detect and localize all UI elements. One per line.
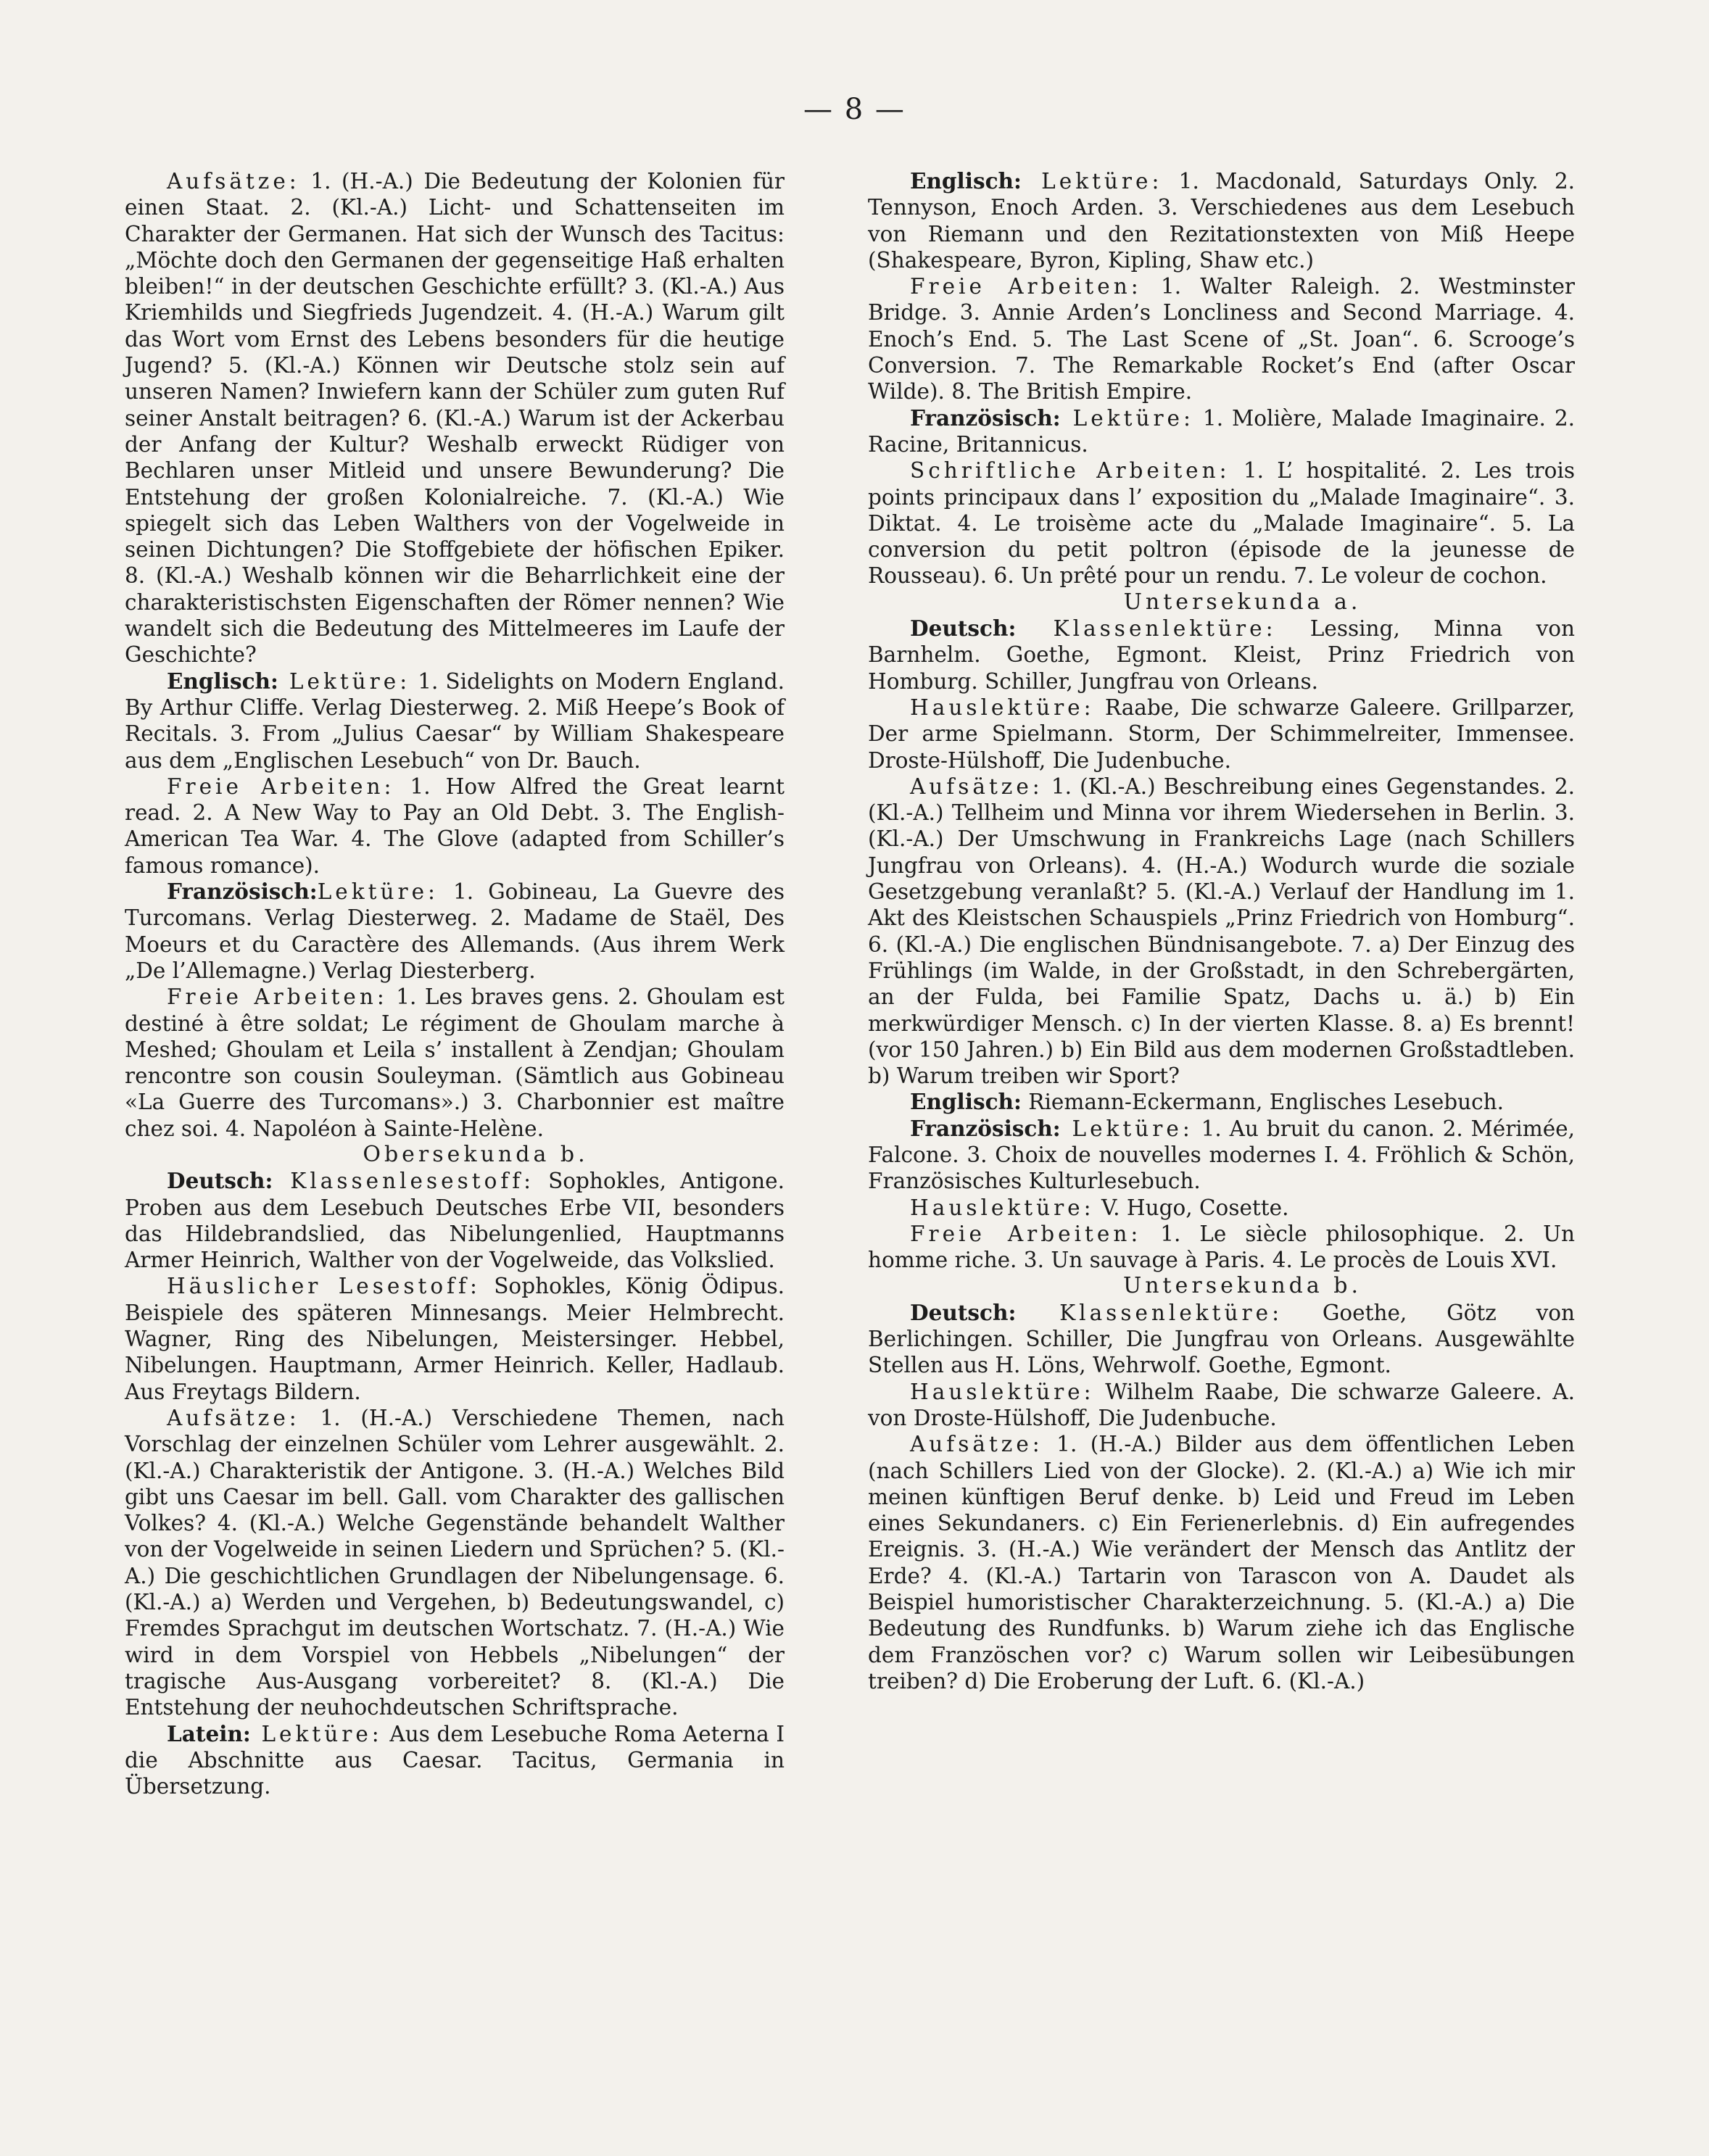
category-label: Schriftliche Arbeiten: — [910, 458, 1230, 484]
right-column — [868, 168, 1575, 1694]
category-label: Klassenlesestoff: — [273, 1169, 535, 1194]
section-heading: Untersekunda a. — [1123, 589, 1362, 615]
paragraph — [125, 774, 785, 879]
page-number: — 8 — — [803, 93, 906, 126]
paragraph — [868, 774, 1575, 1090]
category-label: Lektüre: — [1060, 405, 1194, 431]
category-label: Freie Arbeiten: — [167, 774, 395, 799]
paragraph-text: 1. Gobineau, La Guevre des Turcomans. Verlag Diesterweg. 2. Madame de Staël, Des Moeurs et du Caractère des Allemands. (Aus ihrem Werk „De l’Allemagne.) Verlag Diesterberg. — [125, 879, 785, 983]
category-label: Aufsätze: — [910, 774, 1043, 799]
subject-label: Französisch: — [910, 405, 1061, 431]
paragraph — [868, 1300, 1575, 1379]
paragraph-text: Goethe, Götz von Berlichingen. Schiller, Die Jungfrau von Orleans. Ausgewählte Stellen aus H. Löns, Wehrwolf. Goethe, Egmont. — [868, 1300, 1575, 1378]
paragraph-text: Riemann-Eckermann, Englisches Lesebuch. — [1021, 1090, 1505, 1115]
paragraph-text: 1. Macdonald, Saturdays Only. 2. Tennyson, Enoch Arden. 3. Verschiedenes aus dem Lesebuch von Riemann und den Rezitationstexten von Miß Heepe (Shakespeare, Byron, Kipling, Shaw etc.) — [868, 169, 1575, 273]
paragraph — [125, 668, 785, 774]
paragraph-text: 1. Au bruit du canon. 2. Mérimée, Falcone. 3. Choix de nouvelles modernes I. 4. Fröhlich & Schön, Französisches Kulturlesebuch. — [868, 1116, 1576, 1194]
paragraph-text: Aus dem Lesebuche Roma Aeterna I die Abschnitte aus Caesar. Tacitus, Germania in Übersetzung. — [125, 1721, 785, 1799]
paragraph — [868, 1431, 1575, 1694]
paragraph — [125, 984, 785, 1142]
category-label: Aufsätze: — [910, 1432, 1043, 1457]
paragraph — [125, 168, 785, 668]
category-label: Lektüre: — [1060, 1116, 1193, 1141]
paragraph-text: 1. Les braves gens. 2. Ghoulam est destiné à être soldat; Le régiment de Ghoulam marche à Meshed; Ghoulam et Leila s’ installent à Zendjan; Ghoulam rencontre son cousin Souleyman. (Sämtlich aus Gobineau «La Guerre des Turcomans».) 3. Charbonnier est maître chez soi. 4. Napoléon à Sainte-Helène. — [125, 984, 785, 1141]
category-label: Lektüre: — [250, 1721, 383, 1746]
category-label: Lektüre: — [317, 879, 439, 905]
paragraph — [125, 1405, 785, 1721]
paragraph-text: 1. Walter Raleigh. 2. Westminster Bridge. 3. Annie Arden’s Loncliness and Second Marriage. 4. Enoch’s End. 5. The Last Scene of „St. Joan“. 6. Scrooge’s Conversion. 7. The Remarkable Rocket’s End (after Oscar Wilde). 8. The British Empire. — [868, 274, 1576, 405]
paragraph — [125, 1168, 785, 1273]
paragraph — [868, 1116, 1575, 1195]
paragraph — [868, 1221, 1575, 1274]
left-column — [125, 168, 785, 1799]
paragraph — [868, 273, 1575, 405]
category-label: Häuslicher Lesestoff: — [167, 1274, 481, 1299]
paragraph-text: 1. How Alfred the Great learnt read. 2. A New Way to Pay an Old Debt. 3. The English-American Tea War. 4. The Glove (adapted from Schiller’s famous romance). — [125, 774, 785, 878]
subject-label: Deutsch: — [910, 1299, 1017, 1325]
paragraph-text: 1. Sidelights on Modern England. By Arthur Cliffe. Verlag Diesterweg. 2. Miß Heepe’s Book of Recitals. 3. From „Julius Caesar“ by William Shakespeare aus dem „Englischen Lesebuch“ von Dr. Bauch. — [125, 668, 785, 773]
category-label: Hauslektüre: — [910, 1379, 1095, 1404]
paragraph — [868, 1089, 1575, 1115]
category-label: Aufsätze: — [167, 169, 300, 194]
subject-label: Englisch: — [167, 668, 278, 694]
paragraph — [868, 695, 1575, 774]
category-label: Aufsätze: — [167, 1405, 300, 1430]
section-heading: Untersekunda b. — [1122, 1273, 1362, 1299]
paragraph-text: Lessing, Minna von Barnhelm. Goethe, Egmont. Kleist, Prinz Friedrich von Homburg. Schiller, Jungfrau von Orleans. — [868, 616, 1575, 694]
subject-label: Französisch: — [167, 879, 318, 905]
subject-label: Französisch: — [910, 1115, 1061, 1141]
paragraph-text: V. Hugo, Cosette. — [1094, 1195, 1289, 1220]
paragraph-text: Sophokles, Antigone. Proben aus dem Lesebuch Deutsches Erbe VII, besonders das Hildebrandslied, das Nibelungenlied, Hauptmanns Armer Heinrich, Walther von der Vogelweide, das Volkslied. — [125, 1169, 785, 1273]
subject-label: Latein: — [167, 1720, 251, 1746]
paragraph — [868, 168, 1575, 273]
category-label: Lektüre: — [278, 668, 411, 694]
paragraph — [125, 879, 785, 984]
paragraph — [868, 457, 1575, 589]
paragraph-text: Raabe, Die schwarze Galeere. Grillparzer, Der arme Spielmann. Storm, Der Schimmelreiter, Immensee. Droste-Hülshoff, Die Judenbuche. — [868, 695, 1575, 773]
category-label: Hauslektüre: — [910, 695, 1095, 720]
paragraph — [868, 1195, 1575, 1221]
section-heading: Obersekunda b. — [363, 1141, 589, 1167]
category-label: Freie Arbeiten: — [910, 274, 1142, 299]
paragraph — [125, 1273, 785, 1404]
category-label: Freie Arbeiten: — [167, 984, 388, 1010]
subject-label: Englisch: — [910, 1089, 1022, 1115]
category-label: Lektüre: — [1021, 169, 1163, 194]
paragraph-text: 1. L’ hospitalité. 2. Les trois points principaux dans l’ exposition du „Malade Imaginaire“. 3. Diktat. 4. Le troisème acte du „Malade Imaginaire“. 5. La conversion du petit poltron (épisode de la jeunesse de Rousseau). 6. Un prêté pour un rendu. 7. Le voleur de cochon. — [868, 458, 1575, 589]
paragraph — [868, 615, 1575, 695]
subject-label: Englisch: — [910, 168, 1022, 194]
paragraph-text: 1. Molière, Malade Imaginaire. 2. Racine, Britannicus. — [868, 405, 1576, 457]
paragraph-text: 1. (Kl.-A.) Beschreibung eines Gegenstandes. 2. (Kl.-A.) Tellheim und Minna vor ihrem Wiedersehen in Berlin. 3. (Kl.-A.) Der Umschwung in Frankreichs Lage (nach Schillers Jungfrau von Orleans). 4. (H.-A.) Wodurch wurde die soziale Gesetzgebung veranlaßt? 5. (Kl.-A.) Verlauf der Handlung im 1. Akt des Kleistschen Schauspiels „Prinz Friedrich von Homburg“. 6. (Kl.-A.) Die englischen Bündnisangebote. 7. a) Der Einzug des Frühlings (im Walde, in der Großstadt, in den Schrebergärten, an der Fulda, bei Familie Spatz, Dachs u. ä.) b) Ein merkwürdiger Mensch. c) In der vierten Klasse. 8. a) Es brennt! (vor 150 Jahren.) b) Ein Bild aus dem modernen Großstadtleben. b) Warum treiben wir Sport? — [868, 774, 1575, 1089]
category-label: Klassenlektüre: — [1016, 1300, 1283, 1325]
subject-label: Deutsch: — [167, 1168, 273, 1194]
paragraph-text: Wilhelm Raabe, Die schwarze Galeere. A. von Droste-Hülshoff, Die Judenbuche. — [868, 1379, 1575, 1430]
category-label: Freie Arbeiten: — [910, 1221, 1142, 1246]
category-label: Klassenlektüre: — [1016, 616, 1277, 642]
paragraph-text: 1. Le siècle philosophique. 2. Un homme riche. 3. Un sauvage à Paris. 4. Le procès de Louis XVI. — [868, 1221, 1575, 1273]
paragraph-text: Sophokles, König Ödipus. Beispiele des späteren Minnesangs. Meier Helmbrecht. Wagner, Ring des Nibelungen, Meistersinger. Hebbel, Nibelungen. Hauptmann, Armer Heinrich. Keller, Hadlaub. Aus Freytags Bildern. — [125, 1274, 785, 1404]
paragraph — [125, 1721, 785, 1800]
paragraph-text: 1. (H.-A.) Die Bedeutung der Kolonien für einen Staat. 2. (Kl.-A.) Licht- und Schattenseiten im Charakter der Germanen. Hat sich der Wunsch des Tacitus: „Möchte doch den Germanen der gegenseitige Haß erhalten bleiben!“ in der deutschen Geschichte erfüllt? 3. (Kl.-A.) Aus Kriemhilds und Siegfrieds Jugendzeit. 4. (H.-A.) Warum gilt das Wort vom Ernst des Lebens besonders für die heutige Jugend? 5. (Kl.-A.) Können wir Deutsche stolz sein auf unseren Namen? Inwiefern kann der Schüler zum guten Ruf seiner Anstalt beitragen? 6. (Kl.-A.) Warum ist der Ackerbau der Anfang der Kultur? Weshalb erweckt Rüdiger von Bechlaren unser Mitleid und unsere Bewunderung? Die Entstehung der großen Kolonialreiche. 7. (Kl.-A.) Wie spiegelt sich das Leben Walthers von der Vogelweide in seinen Dichtungen? Die Stoffgebiete der höfischen Epiker. 8. (Kl.-A.) Weshalb können wir die Beharrlichkeit eine der charakteristischsten Eigenschaften der Römer nennen? Wie wandelt sich die Bedeutung des Mittelmeeres im Laufe der Geschichte? — [125, 169, 785, 668]
subject-label: Deutsch: — [910, 615, 1017, 642]
paragraph-text: 1. (H.-A.) Bilder aus dem öffentlichen Leben (nach Schillers Lied von der Glocke). 2. (Kl.-A.) a) Wie ich mir meinen künftigen Beruf denke. b) Leid und Freud im Leben eines Sekundaners. c) Ein Ferienerlebnis. d) Ein aufregendes Ereignis. 3. (H.-A.) Wie verändert der Mensch das Antlitz der Erde? 4. (Kl.-A.) Tartarin von Tarascon von A. Daudet als Beispiel humoristischer Charakterzeichnung. 5. (Kl.-A.) a) Die Bedeutung des Rundfunks. b) Warum ziehe ich das Englische dem Französchen vor? c) Warum sollen wir Leibesübungen treiben? d) Die Eroberung der Luft. 6. (Kl.-A.) — [868, 1432, 1575, 1693]
paragraph — [868, 405, 1575, 458]
category-label: Hauslektüre: — [910, 1195, 1095, 1220]
paragraph — [868, 1379, 1575, 1432]
paragraph-text: 1. (H.-A.) Verschiedene Themen, nach Vorschlag der einzelnen Schüler vom Lehrer ausgewählt. 2. (Kl.-A.) Charakteristik der Antigone. 3. (H.-A.) Welches Bild gibt uns Caesar im bell. Gall. vom Charakter des gallischen Volkes? 4. (Kl.-A.) Welche Gegenstände behandelt Walther von der Vogelweide in seinen Liedern und Sprüchen? 5. (Kl.-A.) Die geschichtlichen Grundlagen der Nibelungensage. 6. (Kl.-A.) a) Werden und Vergehen, b) Bedeutungswandel, c) Fremdes Sprachgut im deutschen Wortschatz. 7. (H.-A.) Wie wird in dem Vorspiel von Hebbels „Nibelungen“ der tragische Aus-Ausgang vorbereitet? 8. (Kl.-A.) Die Entstehung der neuhochdeutschen Schriftsprache. — [125, 1405, 785, 1720]
